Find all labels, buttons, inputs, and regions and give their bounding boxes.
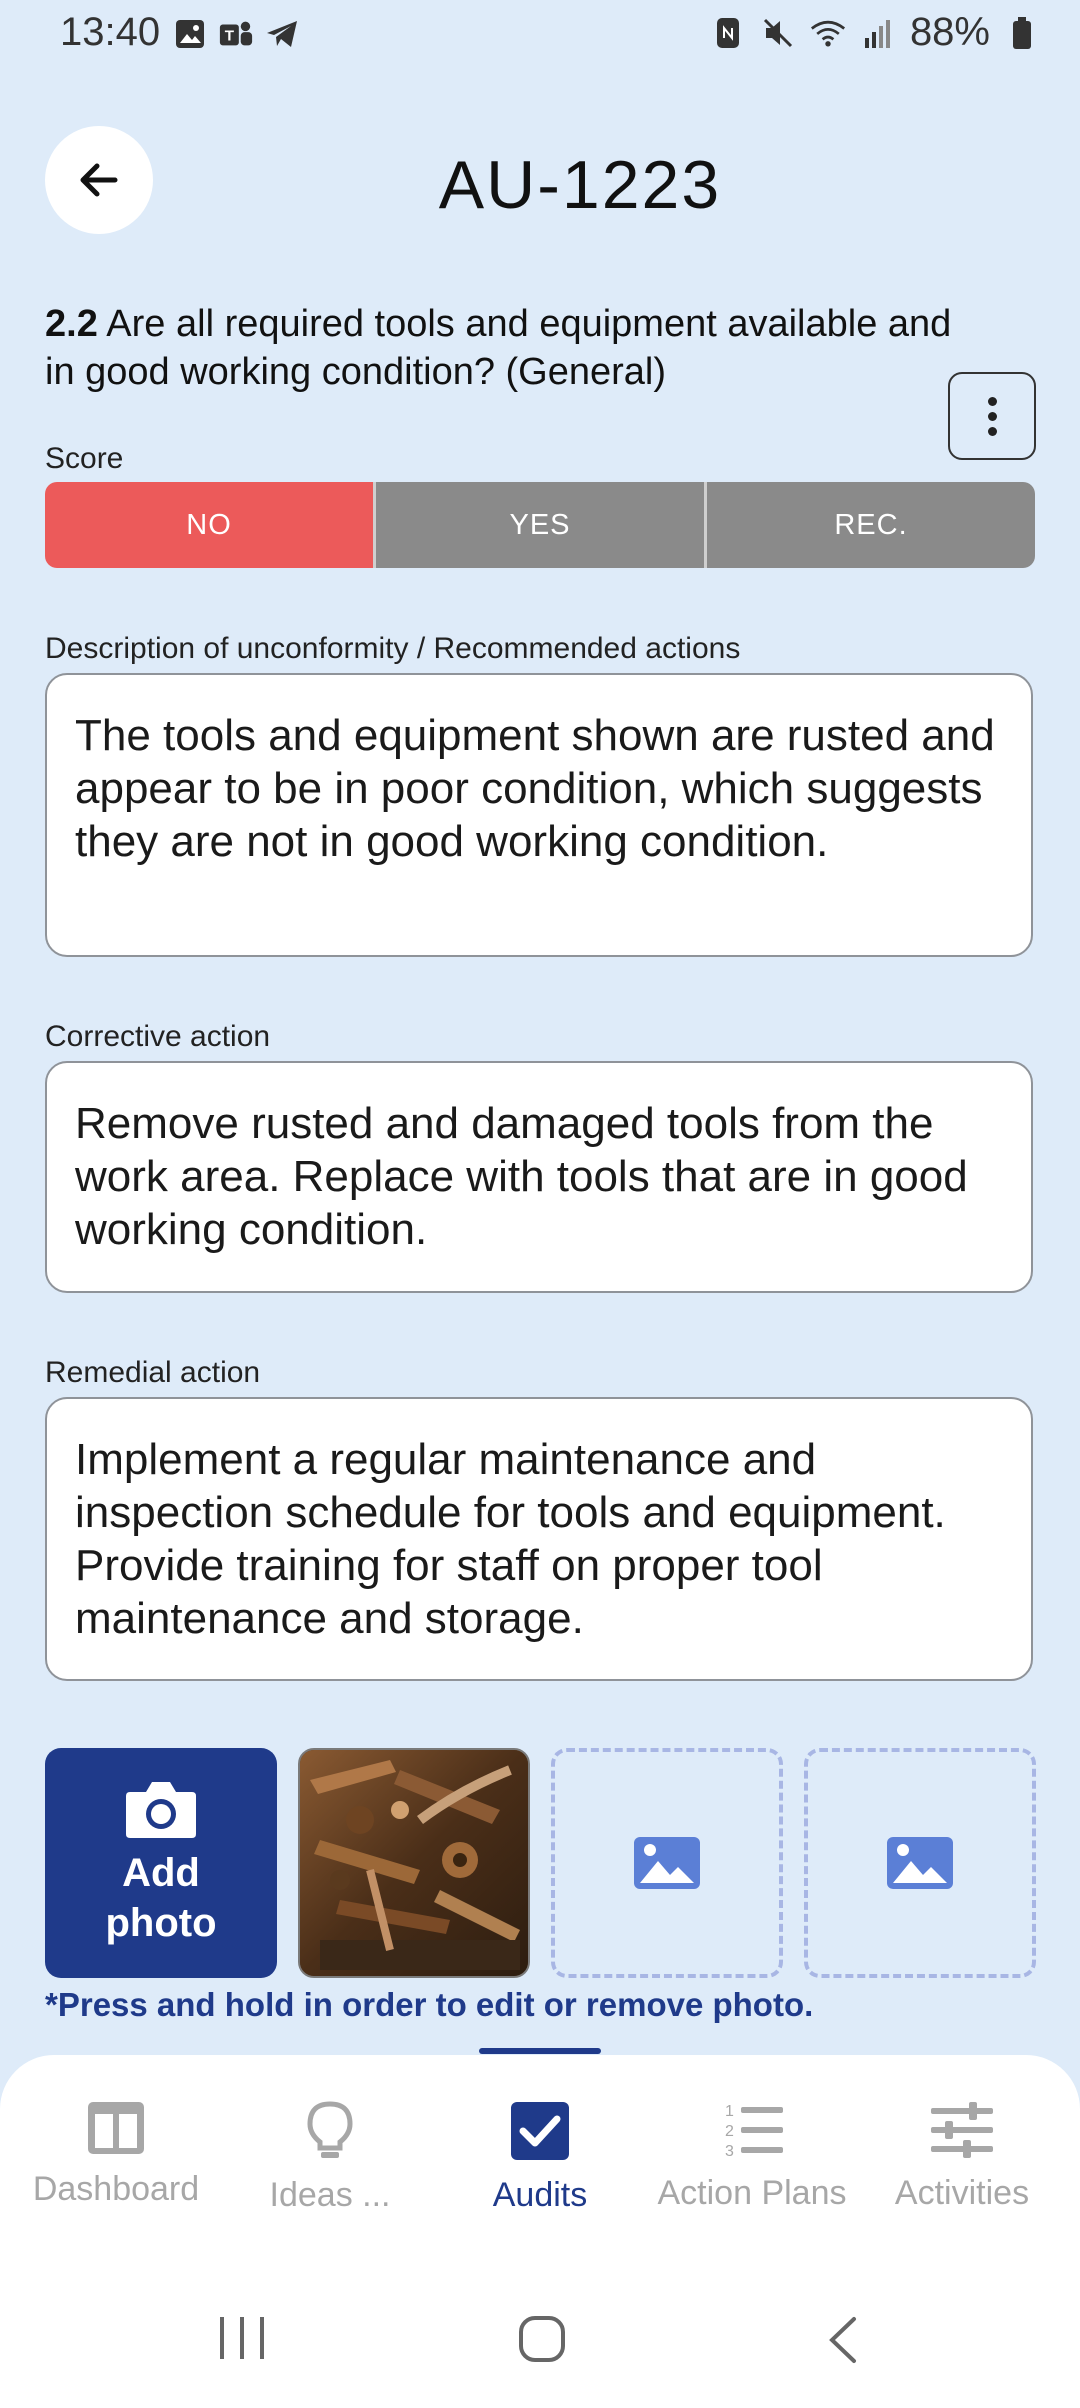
empty-photo-slot-2[interactable] bbox=[804, 1748, 1036, 1978]
battery-icon bbox=[1004, 15, 1040, 51]
score-selector bbox=[45, 482, 1035, 568]
status-icons-left bbox=[172, 16, 300, 52]
gallery-icon bbox=[172, 16, 208, 52]
battery-percent: 88% bbox=[909, 10, 990, 54]
nav-label: Audits bbox=[492, 2176, 588, 2214]
photo-hint: *Press and hold in order to edit or remove photo. bbox=[45, 1986, 814, 2023]
corrective-label: Corrective action bbox=[45, 1020, 271, 1053]
nav-item-ideas[interactable] bbox=[222, 2100, 438, 2215]
home-button[interactable] bbox=[518, 2315, 566, 2368]
recent-apps-button[interactable] bbox=[216, 2315, 268, 2366]
question-text bbox=[45, 300, 965, 396]
numbered-list-icon bbox=[719, 2100, 785, 2160]
nav-item-activities[interactable] bbox=[854, 2100, 1070, 2213]
home-icon bbox=[518, 2315, 566, 2363]
image-placeholder-icon bbox=[632, 1835, 702, 1891]
signal-icon bbox=[860, 15, 896, 51]
chevron-left-icon bbox=[826, 2315, 860, 2365]
description-label: Description of unconformity / Recommended actions bbox=[45, 632, 741, 665]
empty-photo-slot-1[interactable] bbox=[551, 1748, 783, 1978]
add-photo-button[interactable] bbox=[45, 1748, 277, 1978]
nav-label: Ideas ... bbox=[269, 2176, 391, 2214]
image-placeholder-icon bbox=[885, 1835, 955, 1891]
recent-apps-icon bbox=[216, 2315, 268, 2361]
status-icons-right bbox=[710, 10, 1040, 55]
kebab-menu-icon bbox=[988, 397, 997, 406]
question-number: 2.2 bbox=[45, 303, 98, 345]
nfc-icon bbox=[710, 15, 746, 51]
lightbulb-icon bbox=[306, 2100, 354, 2162]
wifi-icon bbox=[810, 15, 846, 51]
mute-icon bbox=[760, 15, 796, 51]
remedial-label: Remedial action bbox=[45, 1356, 261, 1389]
svg-text:2: 2 bbox=[725, 2123, 734, 2140]
corrective-action-field[interactable]: Remove rusted and damaged tools from the work area. Replace with tools that are in good working condition. bbox=[45, 1061, 1033, 1293]
svg-text:T: T bbox=[224, 27, 234, 45]
nav-label: Action Plans bbox=[657, 2174, 847, 2212]
remedial-action-field[interactable]: Implement a regular maintenance and inspection schedule for tools and equipment. Provide training for staff on proper tool maintenance and storage. bbox=[45, 1397, 1033, 1681]
add-photo-label-1: Add bbox=[122, 1851, 200, 1895]
add-photo-label-2: photo bbox=[105, 1901, 217, 1945]
telegram-icon bbox=[264, 16, 300, 52]
sliders-icon bbox=[929, 2100, 995, 2160]
photo-thumbnail-1[interactable] bbox=[298, 1748, 530, 1978]
score-no-button[interactable]: NO bbox=[45, 482, 373, 568]
nav-active-indicator bbox=[479, 2048, 601, 2054]
question-menu-button[interactable] bbox=[948, 372, 1036, 460]
nav-item-dashboard[interactable] bbox=[8, 2100, 224, 2209]
nav-item-audits[interactable] bbox=[432, 2100, 648, 2215]
page-title: AU-1223 bbox=[438, 147, 722, 223]
score-yes-button[interactable]: YES bbox=[373, 482, 704, 568]
nav-item-action-plans[interactable] bbox=[644, 2100, 860, 2213]
dashboard-icon bbox=[86, 2100, 146, 2156]
question-body: Are all required tools and equipment available and in good working condition? (General) bbox=[45, 303, 952, 393]
camera-icon bbox=[124, 1778, 198, 1840]
checkbox-icon bbox=[509, 2100, 571, 2162]
teams-icon bbox=[218, 16, 254, 52]
score-rec-button[interactable]: REC. bbox=[704, 482, 1035, 568]
nav-label: Activities bbox=[894, 2174, 1030, 2212]
svg-text:3: 3 bbox=[725, 2143, 734, 2160]
rusty-tools-photo bbox=[300, 1750, 528, 1976]
svg-text:1: 1 bbox=[725, 2103, 734, 2120]
score-label: Score bbox=[45, 442, 124, 475]
nav-label: Dashboard bbox=[32, 2170, 200, 2208]
system-back-button[interactable] bbox=[826, 2315, 860, 2370]
status-time: 13:40 bbox=[60, 10, 161, 54]
description-field[interactable]: The tools and equipment shown are rusted and appear to be in poor condition, which suggests they are not in good working condition. bbox=[45, 673, 1033, 957]
